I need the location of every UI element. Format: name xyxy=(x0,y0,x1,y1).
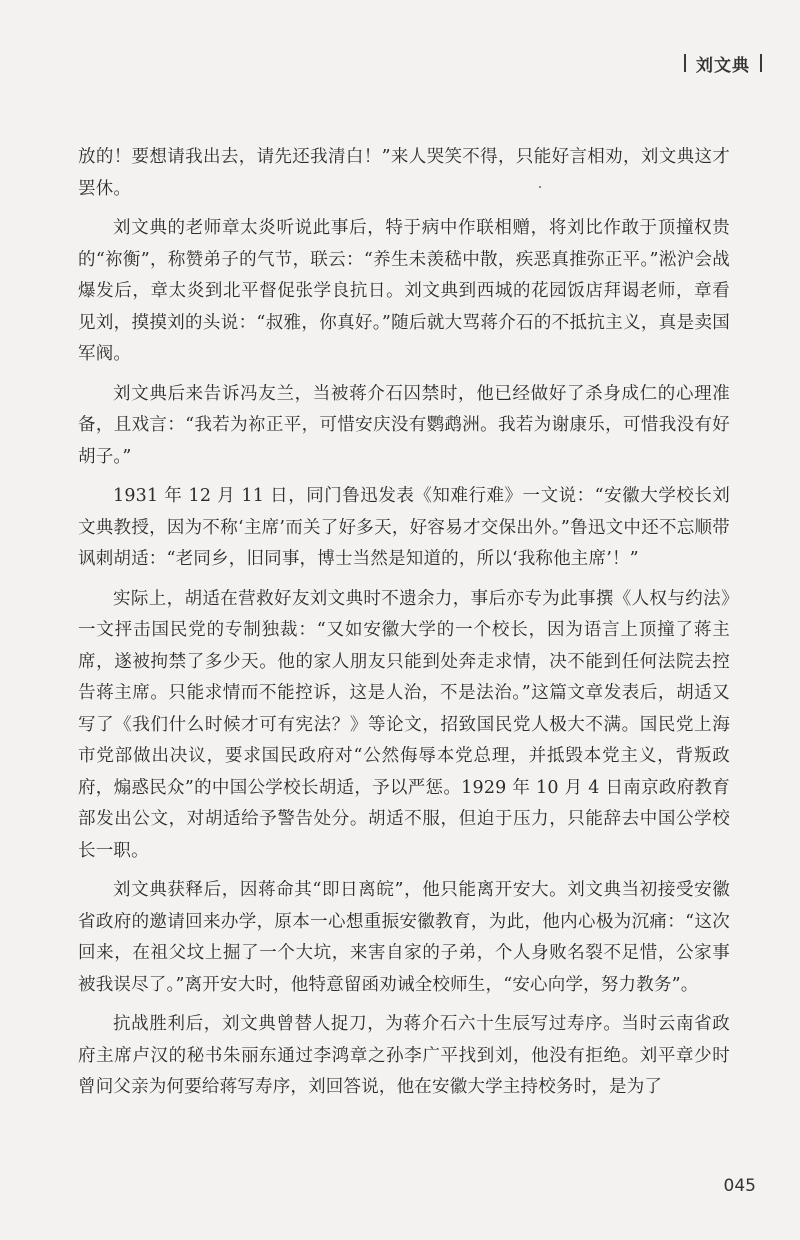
running-head xyxy=(674,50,772,76)
paragraph: 刘文典后来告诉冯友兰，当被蒋介石囚禁时，他已经做好了杀身成仁的心理准备，且戏言：“我若为祢正平，可惜安庆没有鹦鹉洲。我若为谢康乐，可惜我没有好胡子。” xyxy=(78,383,730,467)
paragraph: 刘文典获释后，因蒋命其“即日离皖”，他只能离开安大。刘文典当初接受安徽省政府的邀请回来办学，原本一心想重振安徽教育，为此，他内心极为沉痛：“这次回来，在祖父坟上掘了一个大坑，来害自家的子弟，个人身败名裂不足惜，公家事被我误尽了。”离开安大时，他特意留函劝诫全校师生，“安心向学，努力教务”。 xyxy=(78,880,730,995)
header-divider-left xyxy=(684,54,686,72)
header-divider-right xyxy=(760,54,762,72)
body-text xyxy=(78,142,730,1112)
paragraph: 1931 年 12 月 11 日，同门鲁迅发表《知难行难》一文说：“安徽大学校长刘文典教授，因为不称‘主席’而关了好多天，好容易才交保出外。”鲁迅文中还不忘顺带讽刺胡适：“老同乡，旧同事，博士当然是知道的，所以‘我称他主席’！” xyxy=(78,486,730,569)
paragraph: 放的！要想请我出去，请先还我清白！”来人哭笑不得，只能好言相劝，刘文典这才罢休。 xyxy=(78,147,730,199)
paragraph: 刘文典的老师章太炎听说此事后，特于病中作联相赠，将刘比作敢于顶撞权贵的“祢衡”，称赞弟子的气节，联云：“养生未羡嵇中散，疾恶真推弥正平。”淞沪会战爆发后，章太炎到北平督促张学良抗日。刘文典到西城的花园饭店拜谒老师，章看见刘，摸摸刘的头说：“叔雅，你真好。”随后就大骂蒋介石的不抵抗主义，真是卖国军阀。 xyxy=(78,218,730,364)
paragraph: 实际上，胡适在营救好友刘文典时不遗余力，事后亦专为此事撰《人权与约法》一文抨击国民党的专制独裁：“又如安徽大学的一个校长，因为语言上顶撞了蒋主席，遂被拘禁了多少天。他的家人朋友只能到处奔走求情，决不能到任何法院去控告蒋主席。只能求情而不能控诉，这是人治，不是法治。”这篇文章发表后，胡适又写了《我们什么时候才可有宪法？》等论文，招致国民党人极大不满。国民党上海市党部做出决议，要求国民政府对“公然侮辱本党总理，并抵毁本党主义，背叛政府，煽惑民众”的中国公学校长胡适，予以严惩。1929 年 10 月 4 日南京政府教育部发出公文，对胡适给予警告处分。胡适不服，但迫于压力，只能辞去中国公学校长一职。 xyxy=(78,588,730,861)
page-number: 045 xyxy=(723,1176,756,1196)
chapter-title: 刘文典 xyxy=(696,55,750,76)
paragraph: 抗战胜利后，刘文典曾替人捉刀，为蒋介石六十生辰写过寿序。当时云南省政府主席卢汉的秘书朱丽东通过李鸿章之孙李广平找到刘，他没有拒绝。刘平章少时曾问父亲为何要给蒋写寿序，刘回答说，他在安徽大学主持校务时，是为了 xyxy=(78,1014,730,1097)
